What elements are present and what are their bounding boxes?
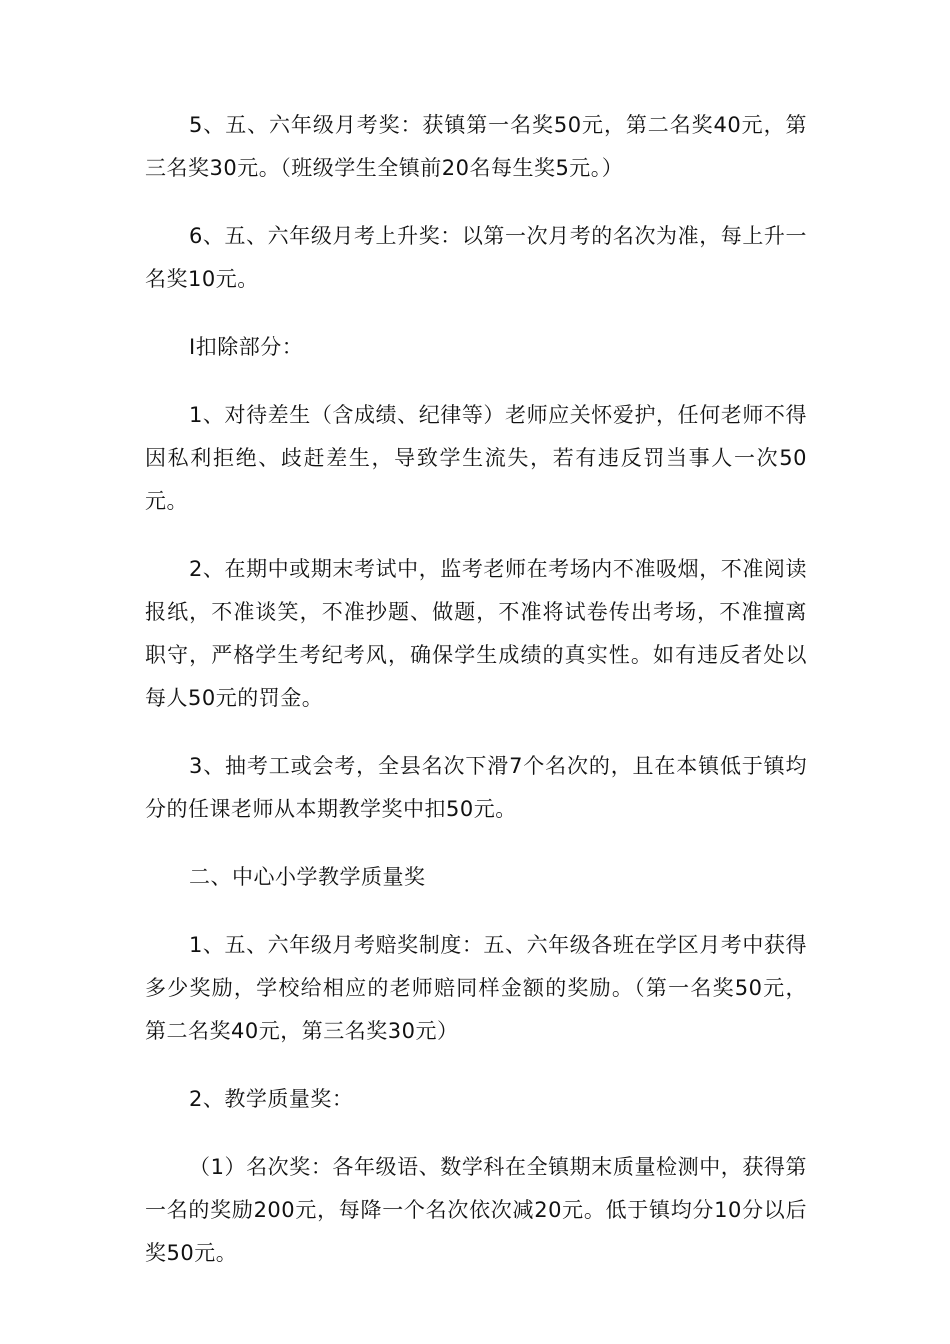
paragraph-quality-1: 1、五、六年级月考赔奖制度：五、六年级各班在学区月考中获得多少奖励，学校给相应的老师赔同样金额的奖励。（第一名奖50元，第二名奖40元，第三名奖30元） [145,933,807,1043]
paragraph-reward-5: 5、五、六年级月考奖：获镇第一名奖50元，第二名奖40元，第三名奖30元。（班级学生全镇前20名每生奖5元。） [145,113,807,180]
paragraph-quality-2-1: （1）名次奖：各年级语、数学科在全镇期末质量检测中，获得第一名的奖励200元，每降一个名次依次减20元。低于镇均分10分以后奖50元。 [145,1155,807,1265]
paragraph-quality-2: 2、教学质量奖： [189,1087,354,1111]
section-heading-quality-award: 二、中心小学教学质量奖 [189,865,426,889]
paragraph-deduction-1: 1、对待差生（含成绩、纪律等）老师应关怀爱护，任何老师不得因私利拒绝、歧赶差生，导致学生流失，若有违反罚当事人一次50元。 [145,403,807,513]
document-body [145,104,807,1300]
section-heading-deductions: I扣除部分： [189,335,304,359]
paragraph-reward-6: 6、五、六年级月考上升奖：以第一次月考的名次为准，每上升一名奖10元。 [145,224,807,291]
paragraph-deduction-2: 2、在期中或期末考试中，监考老师在考场内不准吸烟，不准阅读报纸，不准谈笑，不准抄题、做题，不准将试卷传出考场，不准擅离职守，严格学生考纪考风，确保学生成绩的真实性。如有违反者处以每人50元的罚金。 [145,557,807,710]
paragraph-deduction-3: 3、抽考工或会考，全县名次下滑7个名次的，且在本镇低于镇均分的任课老师从本期教学奖中扣50元。 [145,754,807,821]
